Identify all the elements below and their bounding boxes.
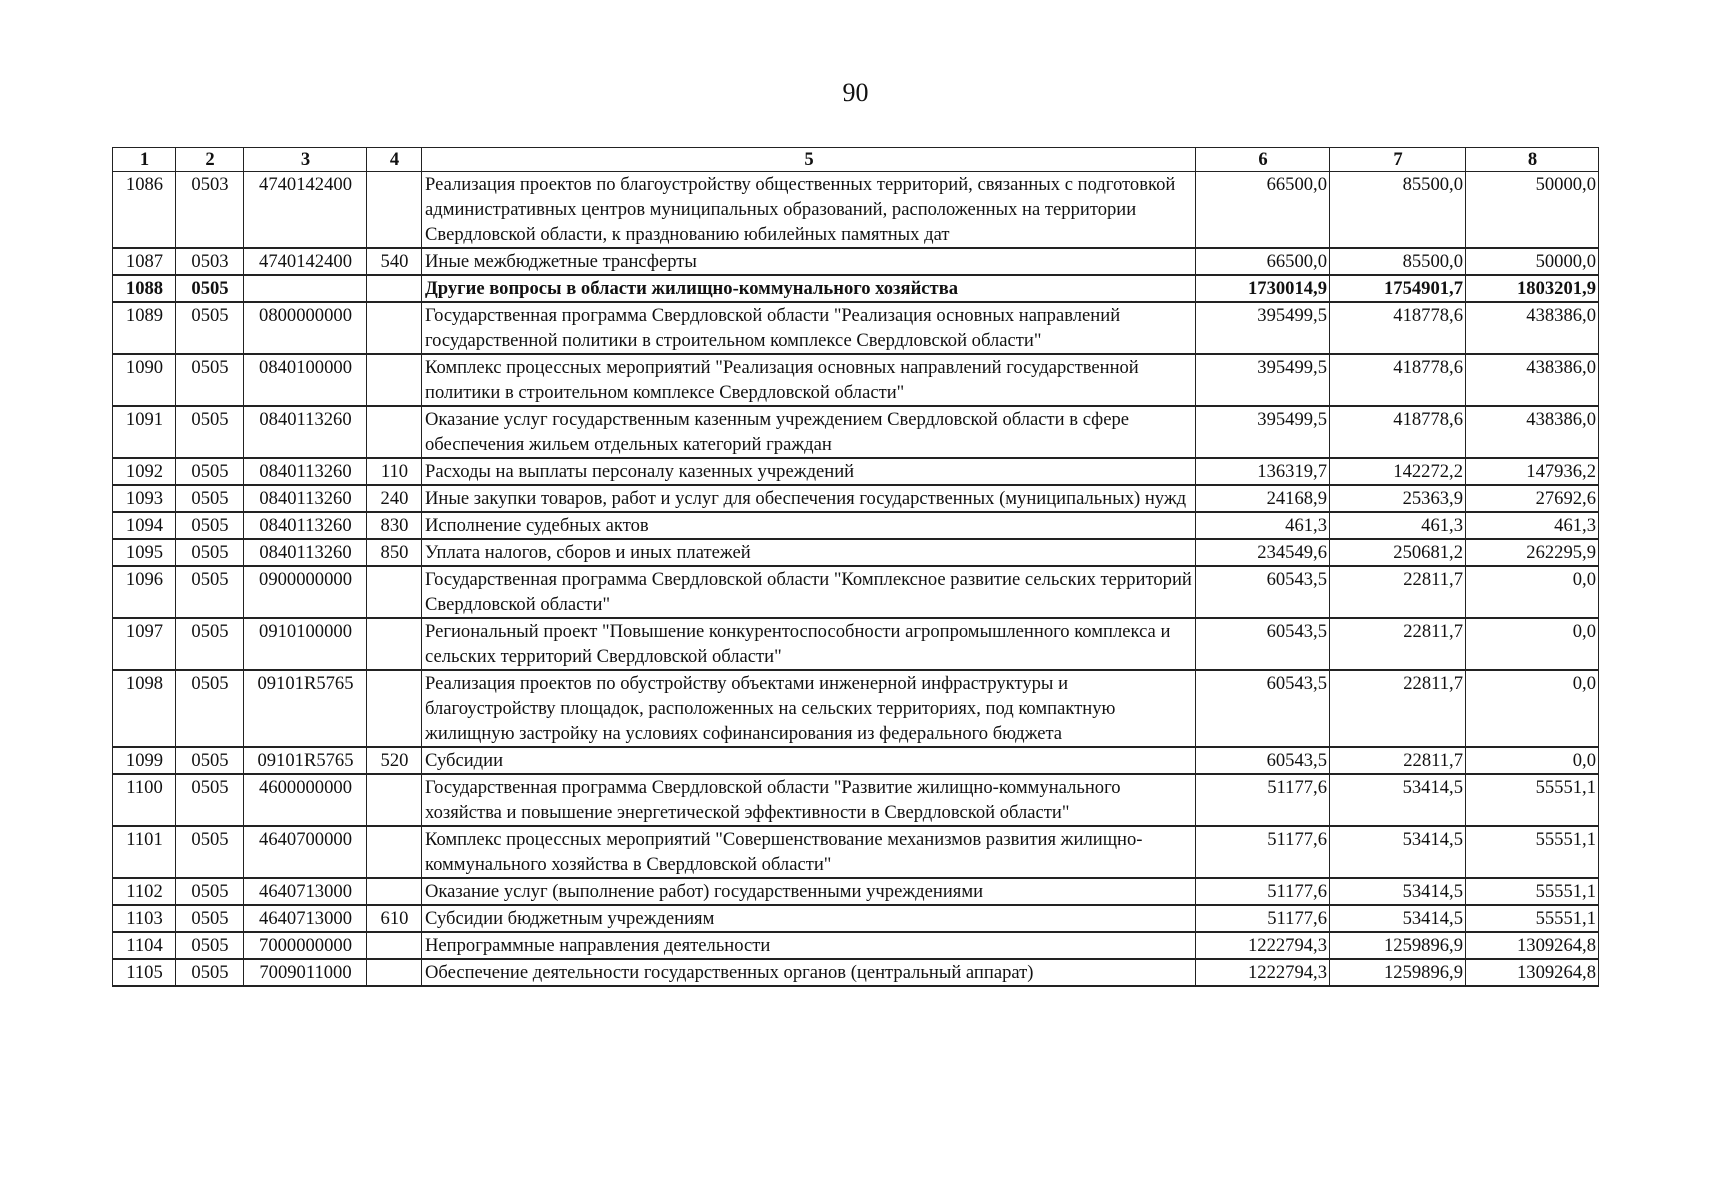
item-name: Государственная программа Свердловской области "Комплексное развитие сельских территорий Свердловской области"	[422, 566, 1196, 618]
amount-year-1: 1730014,9	[1196, 275, 1330, 302]
row-number: 1096	[113, 566, 176, 618]
table-row	[113, 747, 1599, 774]
amount-year-3: 438386,0	[1466, 302, 1599, 354]
item-name: Другие вопросы в области жилищно-коммунального хозяйства	[422, 275, 1196, 302]
row-number: 1101	[113, 826, 176, 878]
table-row	[113, 172, 1599, 249]
section-code: 0505	[176, 485, 244, 512]
section-code: 0505	[176, 406, 244, 458]
amount-year-3: 0,0	[1466, 670, 1599, 747]
section-code: 0505	[176, 512, 244, 539]
budget-table	[112, 147, 1599, 987]
table-row	[113, 275, 1599, 302]
section-code: 0505	[176, 878, 244, 905]
amount-year-2: 418778,6	[1330, 354, 1466, 406]
target-article-code: 0800000000	[244, 302, 367, 354]
target-article-code: 0840113260	[244, 539, 367, 566]
amount-year-2: 53414,5	[1330, 905, 1466, 932]
amount-year-3: 0,0	[1466, 747, 1599, 774]
amount-year-2: 418778,6	[1330, 406, 1466, 458]
item-name: Государственная программа Свердловской области "Развитие жилищно-коммунального хозяйства и повышение энергетической эффективности в Свердловской области"	[422, 774, 1196, 826]
amount-year-3: 0,0	[1466, 566, 1599, 618]
target-article-code: 4740142400	[244, 172, 367, 249]
table-row	[113, 878, 1599, 905]
section-code: 0505	[176, 959, 244, 986]
section-code: 0505	[176, 774, 244, 826]
column-header: 4	[367, 148, 422, 172]
table-row	[113, 302, 1599, 354]
amount-year-2: 22811,7	[1330, 566, 1466, 618]
amount-year-2: 250681,2	[1330, 539, 1466, 566]
item-name: Обеспечение деятельности государственных органов (центральный аппарат)	[422, 959, 1196, 986]
table-row	[113, 539, 1599, 566]
amount-year-3: 50000,0	[1466, 248, 1599, 275]
table-row	[113, 932, 1599, 959]
amount-year-2: 22811,7	[1330, 670, 1466, 747]
target-article-code: 4640713000	[244, 905, 367, 932]
table-row	[113, 774, 1599, 826]
row-number: 1105	[113, 959, 176, 986]
amount-year-3: 55551,1	[1466, 774, 1599, 826]
amount-year-2: 85500,0	[1330, 172, 1466, 249]
item-name: Иные закупки товаров, работ и услуг для обеспечения государственных (муниципальных) нужд	[422, 485, 1196, 512]
expense-type-code	[367, 406, 422, 458]
amount-year-3: 50000,0	[1466, 172, 1599, 249]
row-number: 1092	[113, 458, 176, 485]
page-number: 90	[842, 78, 869, 107]
target-article-code: 7000000000	[244, 932, 367, 959]
expense-type-code: 830	[367, 512, 422, 539]
expense-type-code: 520	[367, 747, 422, 774]
row-number: 1100	[113, 774, 176, 826]
target-article-code: 09101R5765	[244, 670, 367, 747]
amount-year-3: 147936,2	[1466, 458, 1599, 485]
amount-year-1: 60543,5	[1196, 566, 1330, 618]
row-number: 1086	[113, 172, 176, 249]
section-code: 0503	[176, 248, 244, 275]
expense-type-code	[367, 878, 422, 905]
row-number: 1088	[113, 275, 176, 302]
amount-year-1: 66500,0	[1196, 172, 1330, 249]
amount-year-1: 51177,6	[1196, 878, 1330, 905]
amount-year-2: 1259896,9	[1330, 959, 1466, 986]
item-name: Уплата налогов, сборов и иных платежей	[422, 539, 1196, 566]
column-header: 3	[244, 148, 367, 172]
section-code: 0503	[176, 172, 244, 249]
column-header: 1	[113, 148, 176, 172]
section-code: 0505	[176, 670, 244, 747]
row-number: 1089	[113, 302, 176, 354]
amount-year-3: 55551,1	[1466, 905, 1599, 932]
row-number: 1097	[113, 618, 176, 670]
amount-year-1: 1222794,3	[1196, 959, 1330, 986]
target-article-code: 0840113260	[244, 458, 367, 485]
expense-type-code	[367, 774, 422, 826]
expense-type-code	[367, 826, 422, 878]
amount-year-1: 395499,5	[1196, 302, 1330, 354]
amount-year-1: 395499,5	[1196, 406, 1330, 458]
amount-year-1: 136319,7	[1196, 458, 1330, 485]
amount-year-2: 22811,7	[1330, 618, 1466, 670]
section-code: 0505	[176, 302, 244, 354]
table-row	[113, 248, 1599, 275]
column-header: 2	[176, 148, 244, 172]
column-header: 8	[1466, 148, 1599, 172]
target-article-code: 4640713000	[244, 878, 367, 905]
amount-year-2: 53414,5	[1330, 878, 1466, 905]
row-number: 1104	[113, 932, 176, 959]
expense-type-code	[367, 618, 422, 670]
target-article-code: 4740142400	[244, 248, 367, 275]
item-name: Реализация проектов по благоустройству общественных территорий, связанных с подготовкой административных центров муниципальных образований, расположенных на территории Свердловской области, к празднованию юбилейных памятных дат	[422, 172, 1196, 249]
amount-year-1: 60543,5	[1196, 670, 1330, 747]
table-row	[113, 670, 1599, 747]
expense-type-code	[367, 932, 422, 959]
table-row	[113, 618, 1599, 670]
amount-year-1: 60543,5	[1196, 747, 1330, 774]
expense-type-code: 240	[367, 485, 422, 512]
table-row	[113, 406, 1599, 458]
item-name: Иные межбюджетные трансферты	[422, 248, 1196, 275]
item-name: Региональный проект "Повышение конкурентоспособности агропромышленного комплекса и сельских территорий Свердловской области"	[422, 618, 1196, 670]
amount-year-1: 60543,5	[1196, 618, 1330, 670]
row-number: 1094	[113, 512, 176, 539]
item-name: Реализация проектов по обустройству объектами инженерной инфраструктуры и благоустройству площадок, расположенных на сельских территориях, под компактную жилищную застройку на условиях софинансирования из федерального бюджета	[422, 670, 1196, 747]
expense-type-code: 610	[367, 905, 422, 932]
amount-year-3: 461,3	[1466, 512, 1599, 539]
amount-year-2: 418778,6	[1330, 302, 1466, 354]
expense-type-code	[367, 566, 422, 618]
section-code: 0505	[176, 747, 244, 774]
target-article-code: 09101R5765	[244, 747, 367, 774]
target-article-code: 0840100000	[244, 354, 367, 406]
item-name: Расходы на выплаты персоналу казенных учреждений	[422, 458, 1196, 485]
amount-year-1: 1222794,3	[1196, 932, 1330, 959]
amount-year-3: 1309264,8	[1466, 959, 1599, 986]
target-article-code: 7009011000	[244, 959, 367, 986]
table-row	[113, 485, 1599, 512]
table-row	[113, 905, 1599, 932]
amount-year-2: 85500,0	[1330, 248, 1466, 275]
table-row	[113, 512, 1599, 539]
row-number: 1093	[113, 485, 176, 512]
row-number: 1098	[113, 670, 176, 747]
target-article-code: 0840113260	[244, 406, 367, 458]
section-code: 0505	[176, 458, 244, 485]
expense-type-code: 540	[367, 248, 422, 275]
table-row	[113, 566, 1599, 618]
amount-year-2: 53414,5	[1330, 826, 1466, 878]
amount-year-2: 25363,9	[1330, 485, 1466, 512]
amount-year-1: 51177,6	[1196, 826, 1330, 878]
expense-type-code: 850	[367, 539, 422, 566]
item-name: Комплекс процессных мероприятий "Реализация основных направлений государственной политики в строительном комплексе Свердловской области"	[422, 354, 1196, 406]
item-name: Субсидии бюджетным учреждениям	[422, 905, 1196, 932]
amount-year-3: 438386,0	[1466, 354, 1599, 406]
amount-year-1: 395499,5	[1196, 354, 1330, 406]
row-number: 1087	[113, 248, 176, 275]
target-article-code	[244, 275, 367, 302]
section-code: 0505	[176, 826, 244, 878]
column-header: 7	[1330, 148, 1466, 172]
item-name: Исполнение судебных актов	[422, 512, 1196, 539]
amount-year-3: 27692,6	[1466, 485, 1599, 512]
section-code: 0505	[176, 566, 244, 618]
item-name: Оказание услуг (выполнение работ) государственными учреждениями	[422, 878, 1196, 905]
expense-type-code	[367, 275, 422, 302]
item-name: Оказание услуг государственным казенным учреждением Свердловской области в сфере обеспечения жильем отдельных категорий граждан	[422, 406, 1196, 458]
amount-year-2: 53414,5	[1330, 774, 1466, 826]
target-article-code: 4640700000	[244, 826, 367, 878]
row-number: 1102	[113, 878, 176, 905]
section-code: 0505	[176, 354, 244, 406]
amount-year-1: 51177,6	[1196, 774, 1330, 826]
amount-year-3: 55551,1	[1466, 878, 1599, 905]
row-number: 1099	[113, 747, 176, 774]
target-article-code: 0910100000	[244, 618, 367, 670]
amount-year-3: 0,0	[1466, 618, 1599, 670]
section-code: 0505	[176, 618, 244, 670]
target-article-code: 0900000000	[244, 566, 367, 618]
amount-year-1: 234549,6	[1196, 539, 1330, 566]
item-name: Субсидии	[422, 747, 1196, 774]
item-name: Государственная программа Свердловской области "Реализация основных направлений государственной политики в строительном комплексе Свердловской области"	[422, 302, 1196, 354]
section-code: 0505	[176, 905, 244, 932]
column-header: 6	[1196, 148, 1330, 172]
expense-type-code	[367, 670, 422, 747]
section-code: 0505	[176, 275, 244, 302]
amount-year-1: 66500,0	[1196, 248, 1330, 275]
amount-year-1: 51177,6	[1196, 905, 1330, 932]
column-header: 5	[422, 148, 1196, 172]
target-article-code: 0840113260	[244, 512, 367, 539]
amount-year-3: 1309264,8	[1466, 932, 1599, 959]
expense-type-code	[367, 354, 422, 406]
table-row	[113, 959, 1599, 986]
section-code: 0505	[176, 932, 244, 959]
table-row	[113, 354, 1599, 406]
amount-year-1: 461,3	[1196, 512, 1330, 539]
table-header-row	[113, 148, 1599, 172]
amount-year-3: 438386,0	[1466, 406, 1599, 458]
row-number: 1090	[113, 354, 176, 406]
row-number: 1095	[113, 539, 176, 566]
expense-type-code	[367, 302, 422, 354]
target-article-code: 0840113260	[244, 485, 367, 512]
item-name: Непрограммные направления деятельности	[422, 932, 1196, 959]
amount-year-2: 142272,2	[1330, 458, 1466, 485]
expense-type-code	[367, 172, 422, 249]
amount-year-2: 1259896,9	[1330, 932, 1466, 959]
item-name: Комплекс процессных мероприятий "Совершенствование механизмов развития жилищно-коммунального хозяйства в Свердловской области"	[422, 826, 1196, 878]
amount-year-2: 1754901,7	[1330, 275, 1466, 302]
amount-year-3: 1803201,9	[1466, 275, 1599, 302]
amount-year-2: 22811,7	[1330, 747, 1466, 774]
table-row	[113, 458, 1599, 485]
table-body	[113, 172, 1599, 987]
row-number: 1091	[113, 406, 176, 458]
target-article-code: 4600000000	[244, 774, 367, 826]
section-code: 0505	[176, 539, 244, 566]
amount-year-3: 55551,1	[1466, 826, 1599, 878]
row-number: 1103	[113, 905, 176, 932]
table-row	[113, 826, 1599, 878]
expense-type-code: 110	[367, 458, 422, 485]
amount-year-1: 24168,9	[1196, 485, 1330, 512]
amount-year-3: 262295,9	[1466, 539, 1599, 566]
expense-type-code	[367, 959, 422, 986]
amount-year-2: 461,3	[1330, 512, 1466, 539]
